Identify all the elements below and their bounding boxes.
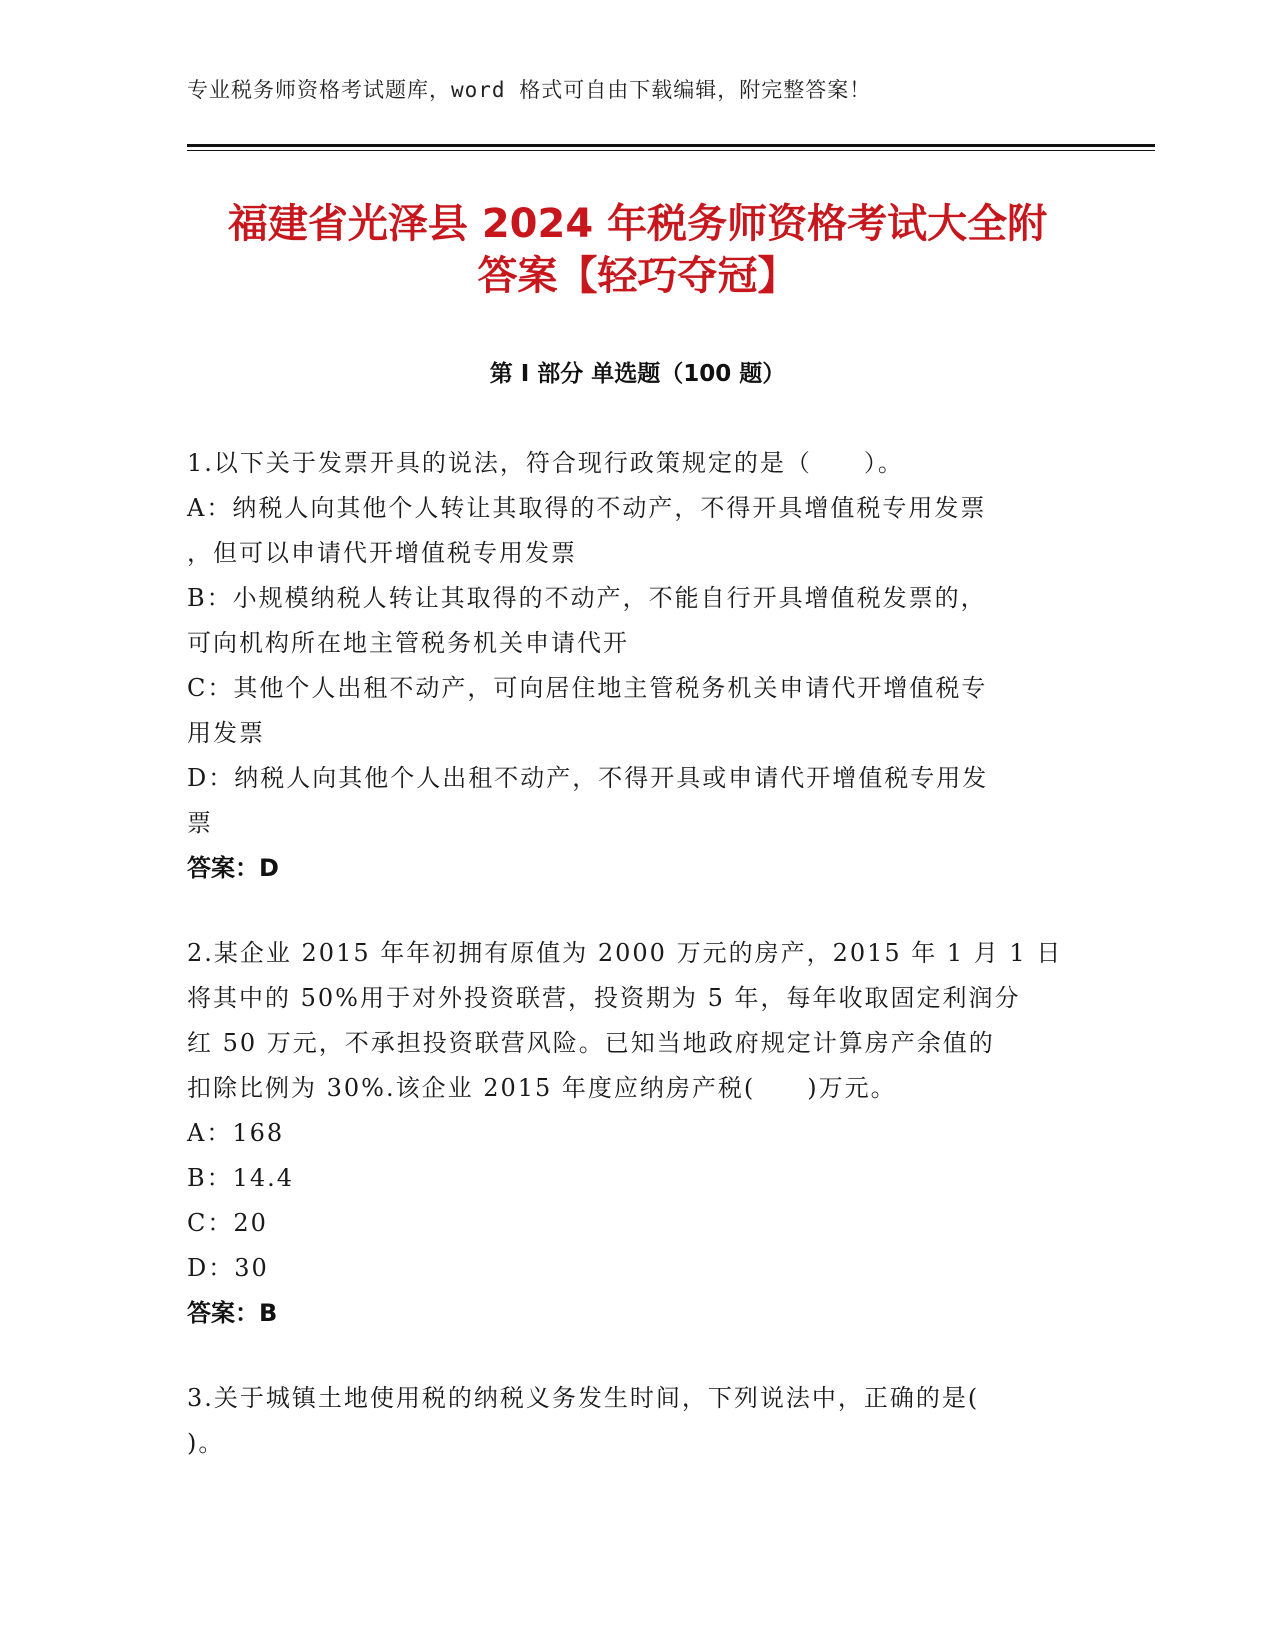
stem-line-2: 将其中的 50%用于对外投资联营，投资期为 5 年，每年收取固定利润分 xyxy=(187,984,1021,1012)
question-2-option-b: B：14.4 xyxy=(187,1164,295,1192)
question-3-stem xyxy=(187,1376,1077,1466)
answer-value: D xyxy=(259,854,279,882)
option-d-line-1: D：纳税人向其他个人出租不动产，不得开具或申请代开增值税专用发 xyxy=(187,764,989,792)
stem-line-1: 3.关于城镇土地使用税的纳税义务发生时间，下列说法中，正确的是( xyxy=(187,1384,980,1412)
answer-label: 答案： xyxy=(187,1299,259,1327)
header-note: 专业税务师资格考试题库，word 格式可自由下载编辑，附完整答案！ xyxy=(187,78,872,102)
stem-line-4: 扣除比例为 30%.该企业 2015 年度应纳房产税( )万元。 xyxy=(187,1074,897,1102)
question-2-answer xyxy=(187,1291,1077,1336)
question-1-stem: 1.以下关于发票开具的说法，符合现行政策规定的是（ ）。 xyxy=(187,449,904,477)
header-rule-thin xyxy=(187,150,1155,151)
option-c-line-1: C：其他个人出租不动产，可向居住地主管税务机关申请代开增值税专 xyxy=(187,674,988,702)
stem-line-2: )。 xyxy=(187,1429,225,1457)
question-1-option-a xyxy=(187,486,1077,576)
question-2-stem xyxy=(187,931,1077,1111)
question-1-option-b xyxy=(187,576,1077,666)
stem-line-1: 2.某企业 2015 年年初拥有原值为 2000 万元的房产，2015 年 1 月 1 日 xyxy=(187,939,1063,967)
option-b-line-2: 可向机构所在地主管税务机关申请代开 xyxy=(187,629,629,657)
answer-label: 答案： xyxy=(187,854,259,882)
option-a-line-1: A：纳税人向其他个人转让其取得的不动产，不得开具增值税专用发票 xyxy=(187,494,987,522)
document-title xyxy=(170,198,1105,302)
section-heading: 第 I 部分 单选题（100 题） xyxy=(489,361,786,387)
option-c-line-2: 用发票 xyxy=(187,719,265,747)
question-1 xyxy=(187,441,1077,891)
answer-value: B xyxy=(259,1299,278,1327)
option-a-line-2: ，但可以申请代开增值税专用发票 xyxy=(187,539,577,567)
header-rule-thick xyxy=(187,144,1155,147)
question-3 xyxy=(187,1376,1077,1466)
document-title-line-1: 福建省光泽县 2024 年税务师资格考试大全附 xyxy=(227,201,1048,247)
stem-line-3: 红 50 万元，不承担投资联营风险。已知当地政府规定计算房产余值的 xyxy=(187,1029,995,1057)
question-2-option-a: A：168 xyxy=(187,1119,285,1147)
document-title-line-2: 答案【轻巧夺冠】 xyxy=(477,253,798,299)
question-1-answer xyxy=(187,846,1077,891)
option-d-line-2: 票 xyxy=(187,809,213,837)
question-1-option-d xyxy=(187,756,1077,846)
question-2-option-d: D：30 xyxy=(187,1254,269,1282)
question-2-option-c: C：20 xyxy=(187,1209,268,1237)
option-b-line-1: B：小规模纳税人转让其取得的不动产，不能自行开具增值税发票的， xyxy=(187,584,987,612)
question-1-option-c xyxy=(187,666,1077,756)
question-2 xyxy=(187,931,1077,1336)
question-list xyxy=(187,441,1077,1506)
